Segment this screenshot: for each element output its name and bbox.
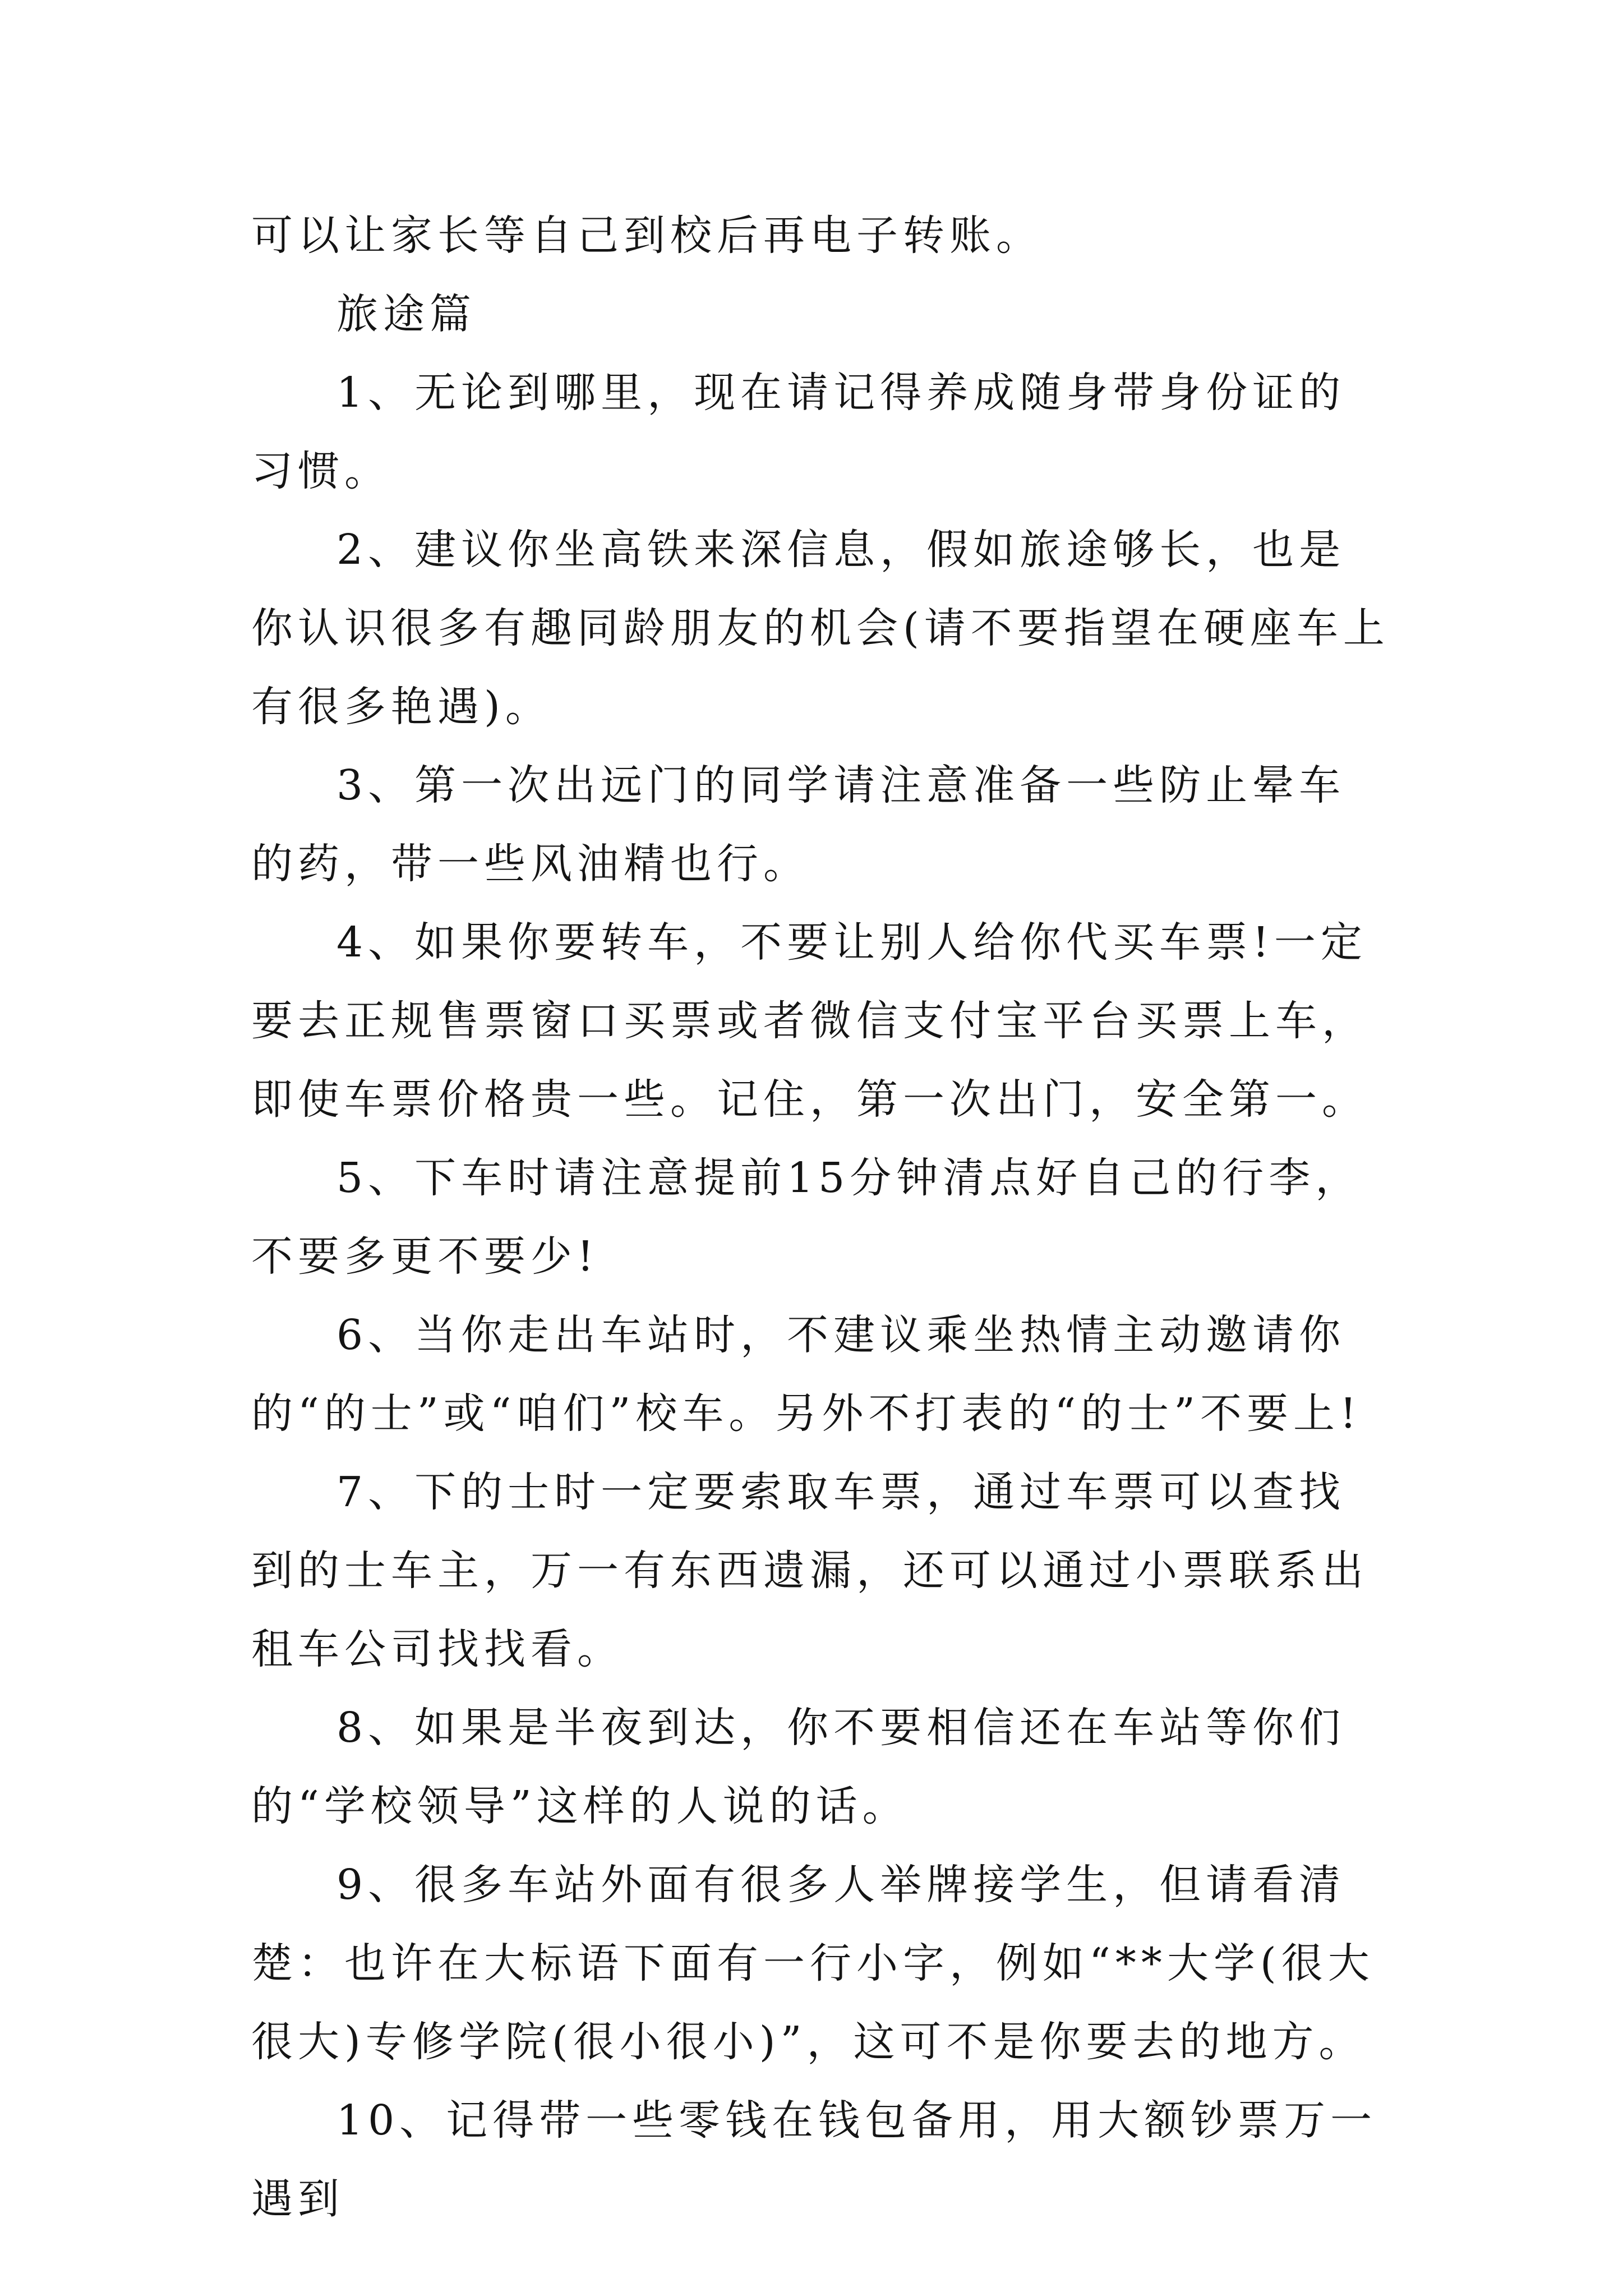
paragraph-item-9: 9、很多车站外面有很多人举牌接学生，但请看清楚：也许在大标语下面有一行小字，例如“**大学(很大很大)专修学院(很小很小)”，这可不是你要去的地方。	[251, 1861, 1375, 2066]
paragraph-item-1: 1、无论到哪里，现在请记得养成随身带身份证的习惯。	[251, 369, 1346, 495]
paragraph-item-4: 4、如果你要转车，不要让别人给你代买车票!一定要去正规售票窗口买票或者微信支付宝平台买票上车，即使车票价格贵一些。记住，第一次出门，安全第一。	[251, 918, 1368, 1124]
paragraph-continuation: 可以让家长等自己到校后再电子转账。	[251, 211, 1043, 260]
section-heading-travel: 旅途篇	[336, 290, 476, 338]
paragraph-item-7: 7、下的士时一定要索取车票，通过车票可以查找到的士车主，万一有东西遗漏，还可以通过小票联系出租车公司找找看。	[251, 1468, 1368, 1673]
paragraph-item-2: 2、建议你坐高铁来深信息，假如旅途够长，也是你认识很多有趣同龄朋友的机会(请不要指望在硬座车上有很多艳遇)。	[251, 526, 1390, 731]
document-body	[251, 196, 1390, 2238]
paragraph-item-5: 5、下车时请注意提前15分钟清点好自己的行李，不要多更不要少!	[251, 1154, 1362, 1281]
paragraph-item-8: 8、如果是半夜到达，你不要相信还在车站等你们的“学校领导”这样的人说的话。	[251, 1704, 1346, 1830]
paragraph-item-10: 10、记得带一些零钱在钱包备用，用大额钞票万一遇到	[251, 2096, 1377, 2223]
paragraph-item-3: 3、第一次出远门的同学请注意准备一些防止晕车的药，带一些风油精也行。	[251, 761, 1346, 888]
paragraph-item-6: 6、当你走出车站时，不建议乘坐热情主动邀请你的“的士”或“咱们”校车。另外不打表的“的士”不要上!	[251, 1311, 1362, 1438]
